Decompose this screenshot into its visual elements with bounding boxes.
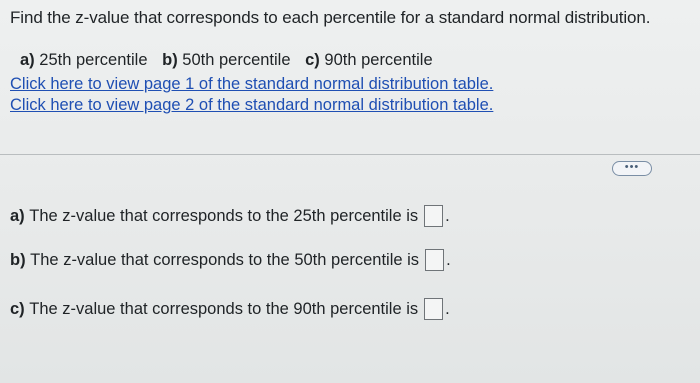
part-a-label: 25th percentile [39,51,148,69]
answer-a-input[interactable] [424,205,443,227]
part-b-letter: b) [162,51,178,69]
answer-a-period: . [445,206,450,225]
part-b [162,51,290,69]
answer-b-letter: b) [10,250,26,269]
answer-b-period: . [446,250,451,269]
answer-a-letter: a) [10,206,25,225]
part-a [20,51,148,69]
answer-a-prompt: The z-value that corresponds to the 25th percentile is [29,206,419,225]
answer-row-a [10,205,450,227]
part-c [305,51,433,69]
answer-row-c [10,298,450,320]
part-b-label: 50th percentile [182,51,291,69]
table-page-1-link[interactable]: Click here to view page 1 of the standard normal distribution table. [10,75,494,93]
answer-b-prompt: The z-value that corresponds to the 50th percentile is [30,250,420,269]
answer-c-letter: c) [10,299,25,318]
section-divider [0,154,700,155]
percentile-parts [20,51,443,70]
answer-c-input[interactable] [424,298,443,320]
answer-row-b [10,249,451,271]
part-c-letter: c) [305,51,320,69]
question-text: Find the z-value that corresponds to each percentile for a standard normal distribution. [10,8,651,27]
answer-c-period: . [445,299,450,318]
answer-b-input[interactable] [425,249,444,271]
more-options-button[interactable]: ••• [612,161,652,176]
answer-c-prompt: The z-value that corresponds to the 90th percentile is [29,299,419,318]
part-c-label: 90th percentile [324,51,433,69]
part-a-letter: a) [20,51,35,69]
table-page-2-link[interactable]: Click here to view page 2 of the standard normal distribution table. [10,96,494,114]
